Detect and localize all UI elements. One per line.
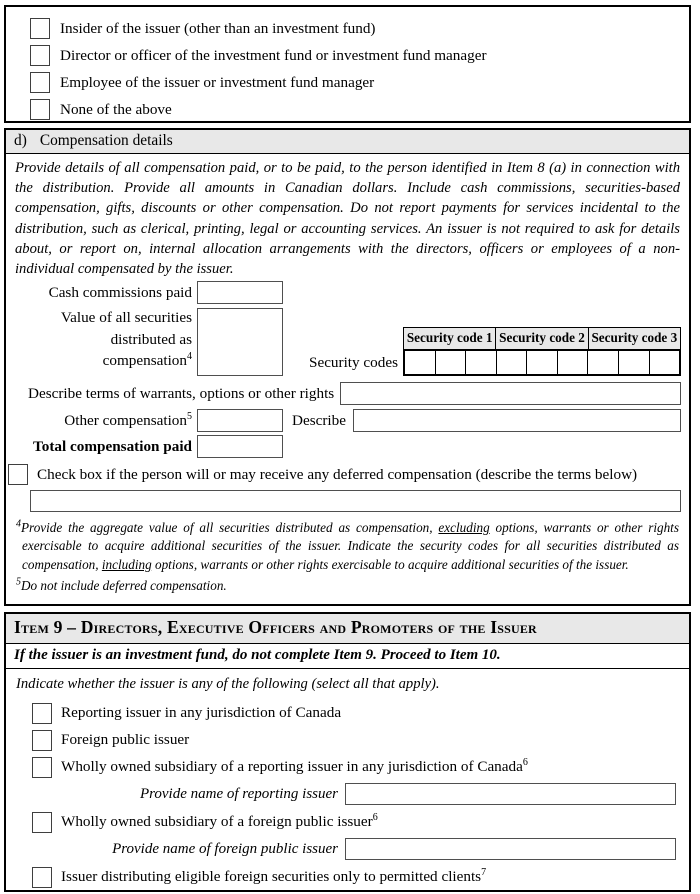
total-compensation-input[interactable] (197, 435, 283, 458)
security-code-cell[interactable] (436, 351, 467, 374)
security-code-cell[interactable] (588, 351, 619, 374)
item9-instruction: Indicate whether the issuer is any of the following (select all that apply). (16, 676, 440, 692)
security-code-cell[interactable] (558, 351, 589, 374)
securities-value-label: Value of all securities distributed as compensation$^4$ (60, 309, 192, 369)
insider-option-label: Employee of the issuer or investment fund manager (60, 73, 375, 91)
cash-commissions-label: Cash commissions paid (48, 283, 192, 301)
checkbox-reporting-issuer[interactable] (32, 703, 52, 724)
deferred-compensation-row (8, 464, 681, 485)
securities-value-input[interactable] (197, 308, 283, 376)
insider-option-row (30, 69, 689, 96)
checkbox-director-officer[interactable] (30, 45, 50, 66)
security-code-cell[interactable] (619, 351, 650, 374)
compensation-intro-text: Provide details of all compensation paid, or to be paid, to the person identified in Item 8 (a) in connection with the distribution. Provide all amounts in Canadian dollars. Include cash commissions, securities-based compensation, gifts, discounts or other compensation. Do not report payments for services incidental to the distribution, such as clerical, printing, legal or accounting services. An issuer is not required to ask for details about, or report on, internal allocation arrangements with the directors, officers or employees of a non-individual compensated by the issuer. (15, 160, 680, 278)
foreign-public-issuer-name-input[interactable] (345, 838, 676, 860)
section-letter: d) (14, 132, 27, 149)
warrants-terms-label: Describe terms of warrants, options or other rights (28, 384, 335, 402)
describe-label: Describe (292, 411, 346, 429)
checkbox-subsidiary-foreign-public-issuer[interactable] (32, 812, 52, 833)
security-code-cell[interactable] (497, 351, 528, 374)
checkbox-foreign-public-issuer[interactable] (32, 730, 52, 751)
footnote-ref-6: 6 (522, 756, 528, 768)
securities-value-row (14, 307, 681, 376)
item9-option-label: Issuer distributing eligible foreign securities only to permitted clients$^7$ (61, 866, 487, 885)
cash-commissions-row (14, 281, 681, 304)
warrants-terms-row (14, 382, 681, 405)
deferred-terms-row (14, 490, 681, 512)
security-codes-block (309, 327, 681, 376)
insider-status-box (4, 5, 691, 123)
footnote-5: $^5$Do not include deferred compensation. (16, 576, 227, 593)
security-code-cell[interactable] (405, 351, 436, 374)
insider-option-row (30, 42, 689, 69)
insider-option-row (30, 15, 689, 42)
compensation-footnotes (6, 512, 689, 604)
other-compensation-label: Other compensation$^5$ (64, 410, 192, 429)
checkbox-employee[interactable] (30, 72, 50, 93)
item9-option-row (16, 756, 679, 778)
foreign-public-issuer-name-label: Provide name of foreign public issuer (112, 840, 338, 857)
checkbox-deferred-compensation[interactable] (8, 464, 28, 485)
item9-option-row (16, 866, 679, 888)
security-code-3-header: Security code 3 (588, 327, 681, 350)
item9-option-label: Reporting issuer in any jurisdiction of Canada (61, 704, 342, 721)
reporting-issuer-name-input[interactable] (345, 783, 676, 805)
total-compensation-row (14, 435, 681, 458)
warrants-terms-input[interactable] (340, 382, 681, 405)
section-title: Compensation details (39, 132, 173, 149)
security-codes-table (403, 327, 681, 376)
checkbox-eligible-foreign-securities[interactable] (32, 867, 52, 888)
security-codes-header-row (403, 327, 681, 350)
cash-commissions-input[interactable] (197, 281, 283, 304)
compensation-details-section (4, 128, 691, 606)
security-codes-label: Security codes (309, 354, 398, 372)
insider-option-row (30, 96, 689, 123)
item9-option-label: Wholly owned subsidiary of a foreign public issuer$^6$ (61, 811, 378, 830)
item9-option-row (16, 702, 679, 724)
compensation-fields (6, 281, 689, 512)
footnote-ref-4: 4 (187, 350, 192, 362)
security-code-2-header: Security code 2 (495, 327, 587, 350)
checkbox-none-of-above[interactable] (30, 99, 50, 120)
reporting-issuer-name-label: Provide name of reporting issuer (139, 785, 338, 802)
item9-section (4, 612, 691, 892)
item9-option-label: Foreign public issuer (61, 731, 190, 748)
checkbox-subsidiary-reporting-issuer[interactable] (32, 757, 52, 778)
other-compensation-describe-input[interactable] (353, 409, 681, 432)
deferred-compensation-label: Check box if the person will or may receive any deferred compensation (describe the terms below) (37, 465, 638, 483)
item9-header: Item 9 – Directors, Executive Officers and Promoters of the Issuer (6, 614, 689, 644)
insider-option-label: Director or officer of the investment fund or investment fund manager (60, 46, 487, 64)
checkbox-insider[interactable] (30, 18, 50, 39)
insider-option-label: None of the above (60, 100, 172, 118)
security-code-1-header: Security code 1 (403, 327, 495, 350)
security-code-cell[interactable] (466, 351, 497, 374)
item9-option-row (16, 811, 679, 833)
total-compensation-label: Total compensation paid (33, 437, 192, 455)
insider-option-label: Insider of the issuer (other than an investment fund) (60, 19, 376, 37)
security-code-cell[interactable] (527, 351, 558, 374)
footnote-ref-7: 7 (481, 866, 487, 878)
security-code-cell[interactable] (650, 351, 680, 374)
other-compensation-row (14, 409, 681, 432)
other-compensation-input[interactable] (197, 409, 283, 432)
item9-body (6, 669, 689, 888)
footnote-ref-5: 5 (187, 410, 192, 422)
compensation-section-header (6, 130, 689, 154)
item9-investment-fund-note: If the issuer is an investment fund, do not complete Item 9. Proceed to Item 10. (6, 644, 689, 669)
deferred-terms-input[interactable] (30, 490, 681, 512)
footnote-4: $^4$Provide the aggregate value of all securities distributed as compensation, excluding options, warrants or other rights exercisable to acquire additional securities of the issuer. Indicate the security codes for all securities distributed as compensation, including options, warrants or other rights exercisable to acquire additional securities of the issuer. (16, 518, 679, 572)
item9-option-row (16, 729, 679, 751)
foreign-public-issuer-name-row (16, 838, 679, 860)
security-codes-cell-row (403, 350, 681, 376)
footnote-ref-6: 6 (372, 811, 378, 823)
reporting-issuer-name-row (16, 783, 679, 805)
item9-option-label: Wholly owned subsidiary of a reporting issuer in any jurisdiction of Canada$^6$ (61, 756, 528, 775)
